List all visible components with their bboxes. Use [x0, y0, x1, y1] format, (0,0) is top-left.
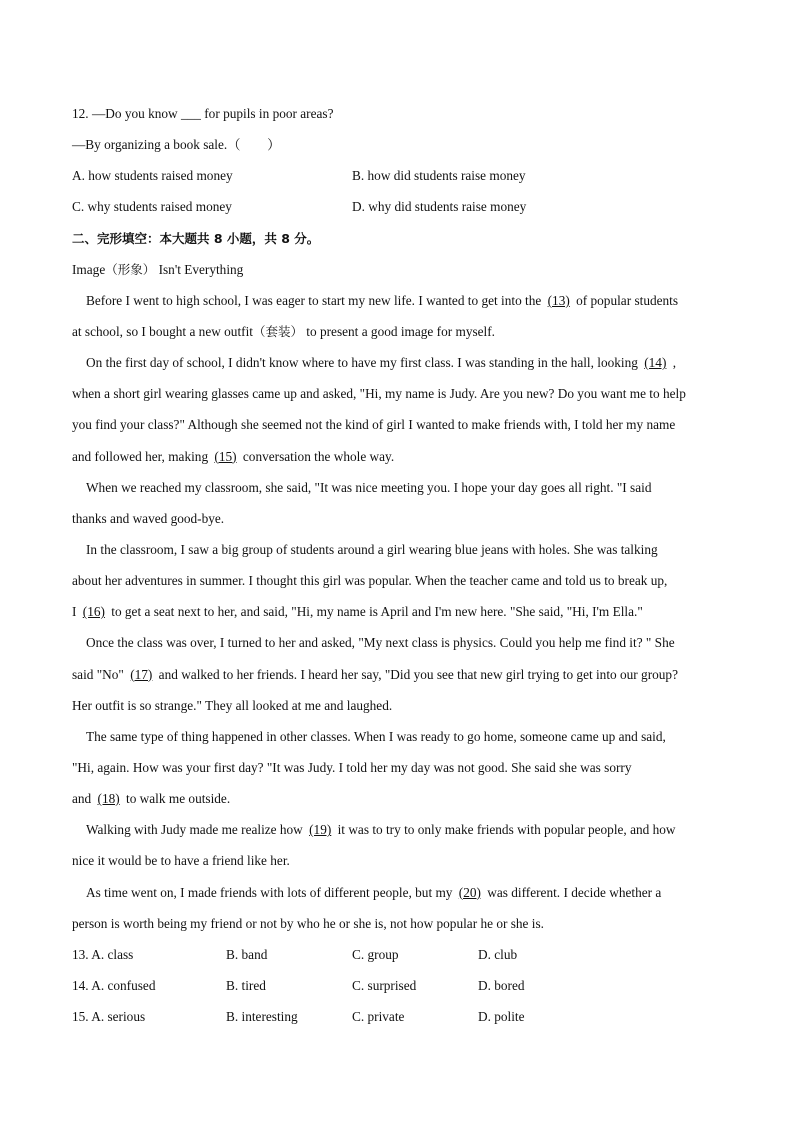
option-b: B. interesting [226, 1009, 298, 1025]
exam-page [72, 98, 722, 1032]
passage-line: Her outfit is so strange." They all looked at me and laughed. [72, 697, 393, 713]
option-b: B. tired [226, 977, 266, 993]
passage-line: at school, so I bought a new outfit（套装） to present a good image for myself. [72, 323, 495, 339]
passage-line: The same type of thing happened in other classes. When I was ready to go home, someone came up and said, [86, 728, 666, 744]
passage-line: said "No" (17) and walked to her friends. I heard her say, "Did you see that new girl trying to get into our group? [72, 666, 678, 682]
option-b: B. how did students raise money [352, 168, 526, 184]
stem-text: —Do you know [91, 106, 181, 121]
blank-20: (20) [458, 884, 481, 900]
blank-15: (15) [214, 448, 237, 464]
blank-13: (13) [547, 292, 570, 308]
question-12-options-row [72, 191, 722, 222]
option-c: C. why students raised money [72, 199, 232, 215]
passage-line: Walking with Judy made me realize how (19) it was to try to only make friends with popular people, and how [86, 822, 676, 838]
passage-title: Image（形象） Isn't Everything [72, 261, 244, 277]
choice-row-14 [72, 970, 722, 1001]
passage-line: I (16) to get a seat next to her, and said, "Hi, my name is April and I'm new here. "She said, "Hi, I'm Ella." [72, 604, 643, 620]
blank-17: (17) [130, 666, 153, 682]
option-d: D. why did students raise money [352, 199, 527, 215]
stem-blank: ___ [180, 106, 201, 121]
option-a: A. class [91, 946, 134, 962]
section-heading: 二、完形填空：本大题共 8 小题，共 8 分。 [72, 230, 320, 246]
passage-line: Once the class was over, I turned to her and asked, "My next class is physics. Could you help me find it? " She [86, 635, 675, 651]
option-d: D. bored [478, 977, 525, 993]
option-a: A. serious [91, 1009, 146, 1025]
choice-number: 13. [72, 946, 89, 962]
option-c: C. private [352, 1009, 405, 1025]
passage-line: nice it would be to have a friend like her. [72, 853, 290, 869]
passage-line: "Hi, again. How was your first day? "It was Judy. I told her my day was not good. She said she was sorry [72, 759, 632, 775]
choice-number: 15. [72, 1009, 89, 1025]
question-12-stem [72, 98, 722, 129]
choice-row-15 [72, 1001, 722, 1032]
passage-line: and followed her, making (15) conversation the whole way. [72, 448, 395, 464]
passage-line: Before I went to high school, I was eager to start my new life. I wanted to get into the (13) of popular students [86, 292, 679, 308]
option-a: A. how students raised money [72, 168, 233, 184]
passage-line: about her adventures in summer. I thought this girl was popular. When the teacher came and told us to break up, [72, 573, 668, 589]
passage-line: and (18) to walk me outside. [72, 791, 231, 807]
choice-row-13 [72, 939, 722, 970]
option-a: A. confused [91, 977, 156, 993]
passage-line: When we reached my classroom, she said, "It was nice meeting you. I hope your day goes all right. "I said [86, 479, 652, 495]
passage-line: you find your class?" Although she seemed not the kind of girl I wanted to make friends with, I told her my name [72, 417, 676, 433]
option-d: D. club [478, 946, 518, 962]
stem-text: for pupils in poor areas? [200, 106, 334, 121]
passage-line: person is worth being my friend or not by who he or she is, not how popular he or she is. [72, 915, 544, 931]
blank-19: (19) [309, 822, 332, 838]
passage-line: As time went on, I made friends with lots of different people, but my (20) was different. I decide whether a [86, 884, 662, 900]
blank-18: (18) [97, 791, 120, 807]
blank-14: (14) [644, 355, 667, 371]
passage-line: In the classroom, I saw a big group of students around a girl wearing blue jeans with holes. She was talking [86, 541, 658, 557]
passage-line: thanks and waved good-bye. [72, 510, 225, 526]
passage-line: On the first day of school, I didn't know where to have my first class. I was standing in the hall, looking (14) , [86, 355, 677, 371]
blank-16: (16) [82, 604, 105, 620]
choice-number: 14. [72, 977, 89, 993]
question-12-answer: —By organizing a book sale.（ ） [72, 137, 281, 153]
option-b: B. band [226, 946, 268, 962]
question-12-options-row [72, 160, 722, 191]
option-d: D. polite [478, 1009, 525, 1025]
option-c: C. surprised [352, 977, 417, 993]
question-number: 12. [72, 106, 89, 121]
passage-line: when a short girl wearing glasses came up and asked, "Hi, my name is Judy. Are you new? Do you want me to help [72, 386, 686, 402]
option-c: C. group [352, 946, 399, 962]
